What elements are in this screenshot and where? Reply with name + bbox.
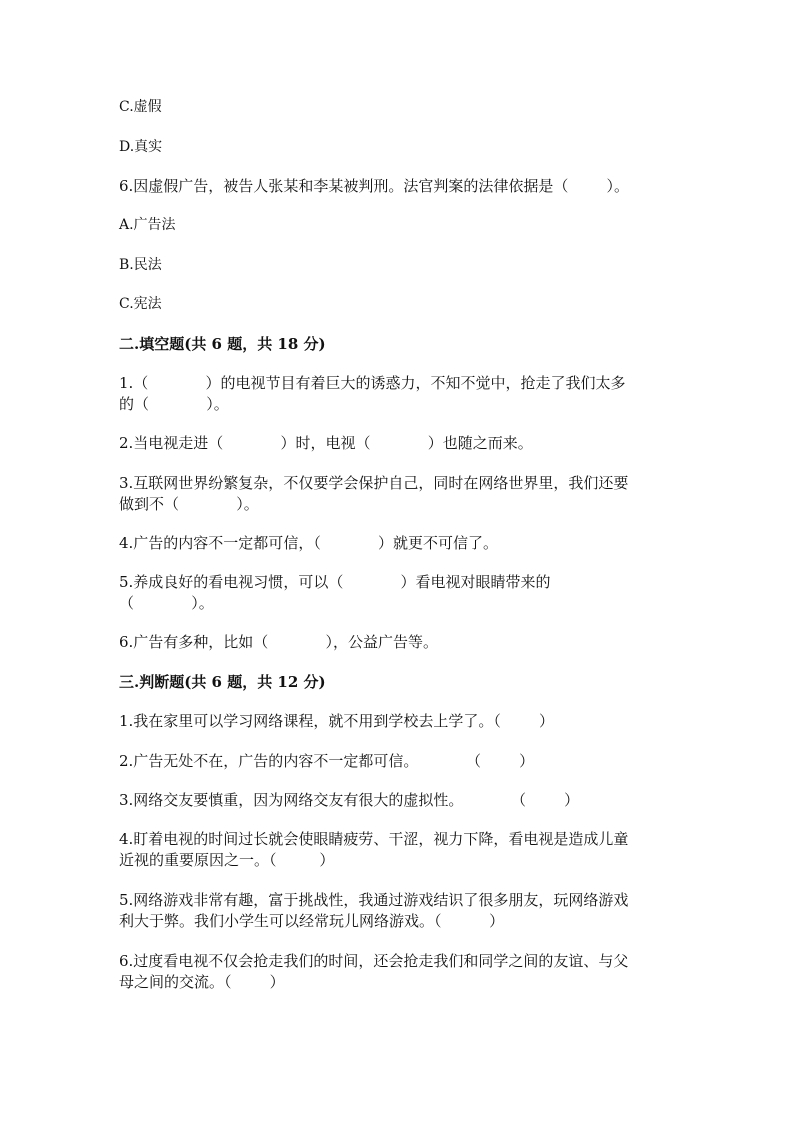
fill-q3-line2: 做到不（ ）。 [119, 495, 259, 513]
judge-q5-line2: 利大于弊。我们小学生可以经常玩儿网络游戏。（ ） [119, 912, 505, 930]
judge-q5-line1: 5.网络游戏非常有趣，富于挑战性，我通过游戏结识了很多朋友，玩网络游戏 [119, 891, 629, 909]
section-fill-blank-heading: 二.填空题(共 6 题，共 18 分) [119, 335, 326, 353]
judge-q2: 2.广告无处不在，广告的内容不一定都可信。 （ ） [119, 752, 535, 770]
fill-q1-line2: 的（ ）。 [119, 395, 229, 413]
judge-q6-line1: 6.过度看电视不仅会抢走我们的时间，还会抢走我们和同学之间的友谊、与父 [119, 952, 629, 970]
judge-q4-line2: 近视的重要原因之一。（ ） [119, 851, 335, 869]
option-c-constitution: C.宪法 [119, 296, 162, 312]
judge-q4-line1: 4.盯着电视的时间过长就会使眼睛疲劳、干涩，视力下降，看电视是造成儿童 [119, 830, 629, 848]
option-d-true: D.真实 [119, 139, 163, 155]
option-c-false: C.虚假 [119, 99, 162, 115]
question-6-text: 6.因虚假广告，被告人张某和李某被判刑。法官判案的法律依据是（ ）。 [119, 177, 629, 195]
option-b-civil-law: B.民法 [119, 257, 162, 273]
option-a-advertising-law: A.广告法 [119, 217, 176, 233]
judge-q1: 1.我在家里可以学习网络课程，就不用到学校去上学了。（ ） [119, 712, 554, 730]
section-true-false-heading: 三.判断题(共 6 题，共 12 分) [119, 673, 326, 691]
fill-q5-line1: 5.养成良好的看电视习惯，可以（ ）看电视对眼睛带来的 [119, 573, 551, 591]
fill-q2: 2.当电视走进（ ）时，电视（ ）也随之而来。 [119, 434, 533, 452]
fill-q6: 6.广告有多种，比如（ ），公益广告等。 [119, 633, 439, 651]
fill-q3-line1: 3.互联网世界纷繁复杂，不仅要学会保护自己，同时在网络世界里，我们还要 [119, 474, 629, 492]
fill-q5-line2: （ ）。 [119, 594, 214, 612]
judge-q6-line2: 母之间的交流。（ ） [119, 973, 285, 991]
fill-q4: 4.广告的内容不一定都可信，（ ）就更不可信了。 [119, 534, 499, 552]
fill-q1-line1: 1.（ ）的电视节目有着巨大的诱惑力，不知不觉中，抢走了我们太多 [119, 374, 626, 392]
judge-q3: 3.网络交友要慎重，因为网络交友有很大的虚拟性。 （ ） [119, 791, 580, 809]
